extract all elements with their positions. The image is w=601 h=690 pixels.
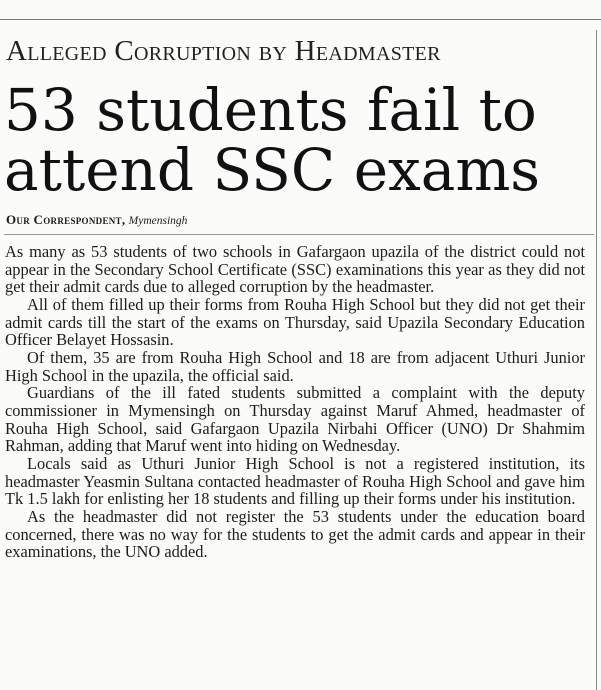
column-rule — [596, 30, 597, 690]
paragraph: All of them filled up their forms from Rouha High School but they did not get their admit cards till the start of the exams on Thursday, said Upazila Secondary Education Officer Belayet Hossasin. — [5, 294, 585, 350]
byline-location: Mymensingh — [128, 215, 188, 227]
byline-rule — [4, 234, 594, 235]
paragraph: As many as 53 students of two schools in Gafargaon upazila of the district could not appear in the Secondary School Certificate (SSC) examinations this year as they did not get their admit cards due to alleged corruption by the headmaster. — [5, 242, 585, 297]
paragraph: Guardians of the ill fated students submitted a complaint with the deputy commissioner in Mymensingh on Thursday against Maruf Ahmed, headmaster of Rouha High School, said Gafargaon Upazila Nirbahi Officer (UNO) Dr Shahmim Rahman, adding that Maruf went into hiding on Wednesday. — [5, 383, 585, 456]
byline — [6, 212, 187, 229]
article-body — [5, 243, 585, 561]
paragraph: Of them, 35 are from Rouha High School and 18 are from adjacent Uthuri Junior High School in the upazila, the official said. — [5, 347, 585, 385]
kicker: Alleged Corruption by Headmaster — [6, 35, 441, 67]
paragraph: Locals said as Uthuri Junior High School is not a registered institution, its headmaster Yeasmin Sultana contacted headmaster of Rouha High School and gave him Tk 1.5 lakh for enlisting her 18 students and filling up their forms under his institution. — [5, 453, 585, 509]
paragraph: As the headmaster did not register the 53 students under the education board concerned, there was no way for the students to get the admit cards and appear in their examinations, the UNO added. — [5, 506, 585, 562]
headline: 53 students fail to attend SSC exams — [4, 76, 541, 204]
top-rule — [0, 19, 601, 20]
byline-author: Our Correspondent, — [6, 212, 126, 227]
